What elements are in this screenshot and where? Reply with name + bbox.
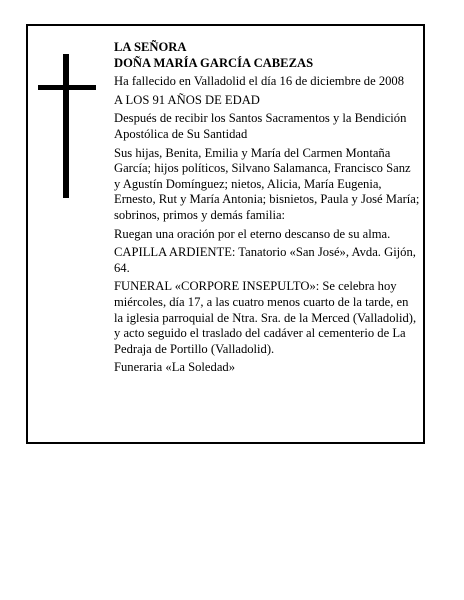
sacraments-statement: Después de recibir los Santos Sacramentos y la Bendición Apostólica de Su Santidad xyxy=(114,111,407,141)
cross-horizontal-bar xyxy=(38,85,96,90)
latin-cross-icon xyxy=(38,54,96,198)
deceased-name: DOÑA MARÍA GARCÍA CABEZAS xyxy=(114,55,314,70)
prayer-request: Ruegan una oración por el eterno descanso de su alma. xyxy=(114,226,391,241)
funeral-info: FUNERAL «CORPORE INSEPULTO»: Se celebra hoy miércoles, día 17, a las cuatro menos cuarto de la tarde, en la iglesia parroquial de Ntra. Sra. de la Merced (Valladolid), y acto seguido el traslado del cadáver al cementerio de La Pedraja de Portillo (Valladolid). xyxy=(114,279,417,356)
death-statement: Ha fallecido en Valladolid el día 16 de diciembre de 2008 xyxy=(114,74,405,89)
chapel-info: CAPILLA ARDIENTE: Tanatorio «San José», Avda. Gijón, 64. xyxy=(114,245,416,275)
age-statement: A LOS 91 AÑOS DE EDAD xyxy=(114,92,260,107)
family-list: Sus hijas, Benita, Emilia y María del Carmen Montaña García; hijos políticos, Silvano Salamanca, Francisco Sanz y Agustín Domínguez; nietos, Alicia, María Eugenia, Ernesto, Rut y María Antonia; bisnietos, Paula y José María; sobrinos, primos y demás familia: xyxy=(114,145,420,222)
obituary-text xyxy=(114,40,420,379)
notice-title: LA SEÑORA xyxy=(114,40,187,54)
cross-vertical-bar xyxy=(63,54,69,198)
funeral-home: Funeraria «La Soledad» xyxy=(114,360,235,375)
